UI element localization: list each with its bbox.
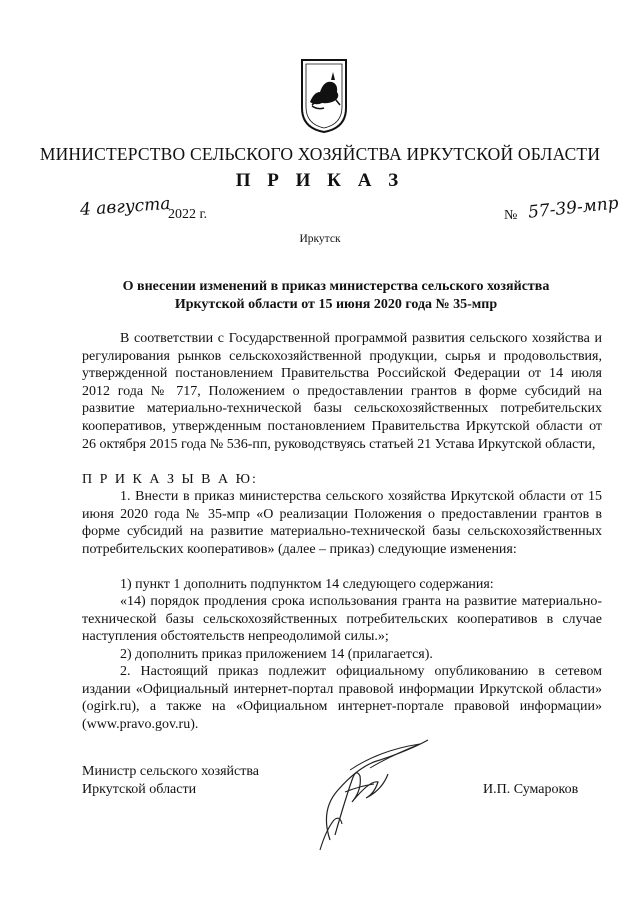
document-number-handwritten: 57-39-мпр [527, 193, 620, 223]
date-year: 2022 г. [168, 207, 208, 222]
ministry-name: МИНИСТЕРСТВО СЕЛЬСКОГО ХОЗЯЙСТВА ИРКУТСКОЙ ОБЛАСТИ [39, 144, 601, 164]
coat-of-arms-emblem-icon [300, 58, 348, 134]
date-handwritten: 4 августа [79, 193, 172, 221]
body-paragraph: 1) пункт 1 дополнить подпунктом 14 следующего содержания: [120, 577, 494, 592]
signer-position [82, 763, 259, 799]
order-heading: П Р И К А З Ы В А Ю: [82, 472, 258, 487]
handwritten-signature [290, 720, 440, 860]
city: Иркутск [299, 233, 341, 245]
signer-name: И.П. Сумароков [483, 782, 579, 797]
signer-position-line: Министр сельского хозяйства [82, 764, 259, 779]
number-prefix: № [504, 208, 518, 223]
body-paragraph: «14) порядок продления срока использования гранта на развитие материально-технической базы сельскохозяйственных потребительских кооперативов в случае наступления обстоятельств непреодолимой силы.»; [82, 594, 602, 645]
body-paragraph: 1. Внести в приказ министерства сельского хозяйства Иркутской области от 15 июня 2020 года № 35-мпр «О реализации Положения о предоставлении грантов в форме субсидий на развитие материально-технической базы сельскохозяйственных потребительских кооперативов» (далее – приказ) следующие изменения: [82, 489, 602, 557]
body-paragraph: 2) дополнить приказ приложением 14 (прилагается). [120, 647, 433, 662]
document-type: П Р И К А З [235, 170, 405, 191]
body-paragraph: В соответствии с Государственной программой развития сельского хозяйства и регулирования рынков сельскохозяйственной продукции, сырья и продовольствия, утвержденной постановлением Правительства Российской Федерации от 14 июля 2012 года № 717, Положением о предоставлении грантов в форме субсидий на развитие материально-технической базы сельскохозяйственных потребительских кооперативов, утвержденным постановлением Правительства Иркутской области от 26 октября 2015 года № 536-пп, руководствуясь статьей 21 Устава Иркутской области, [82, 331, 602, 452]
signer-position-line: Иркутской области [82, 782, 197, 797]
body-paragraph: 2. Настоящий приказ подлежит официальному опубликованию в сетевом издании «Официальный интернет-портал правовой информации Иркутской области» (ogirk.ru), а также на «Официальном интернет-портале правовой информации» (www.pravo.gov.ru). [82, 664, 602, 732]
document-title: О внесении изменений в приказ министерства сельского хозяйства Иркутской области от 15 июня 2020 года № 35-мпр [122, 279, 550, 312]
